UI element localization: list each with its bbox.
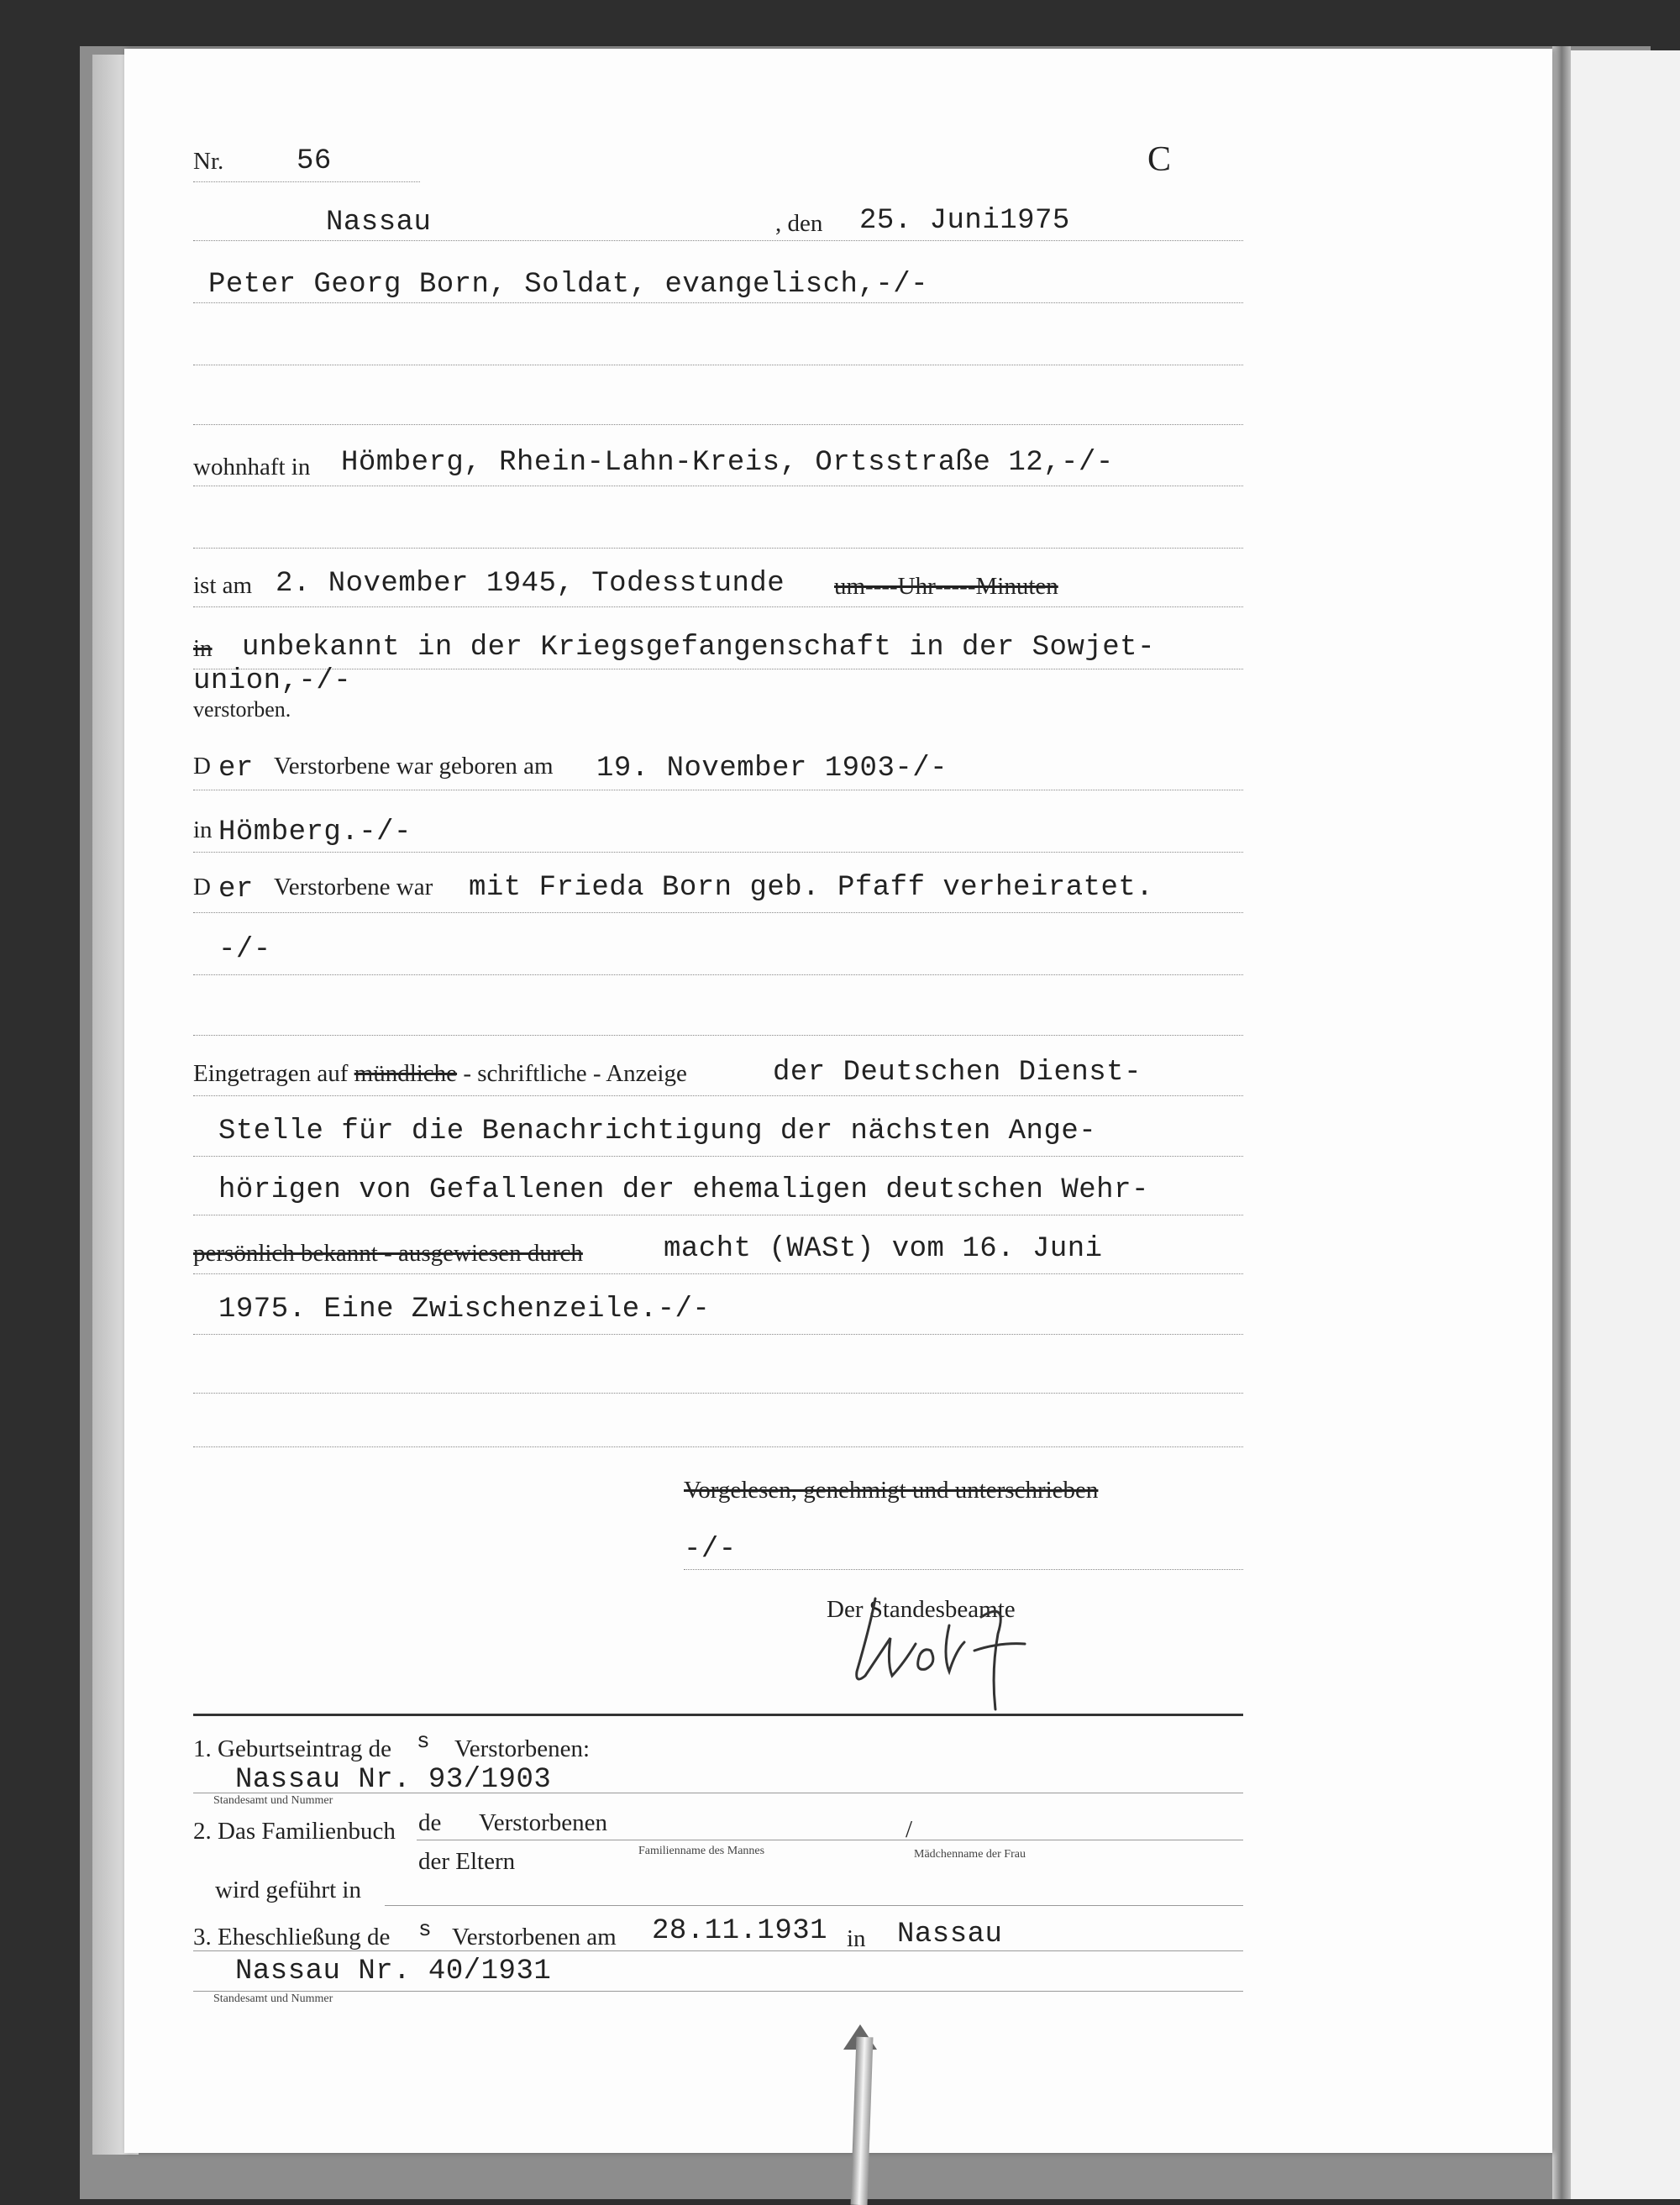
fn1-gender: s	[417, 1729, 431, 1754]
register-letter: C	[1147, 140, 1172, 179]
death-date: 2. November 1945, Todesstunde	[276, 568, 785, 600]
deceased-line: Peter Georg Born, Soldat, evangelisch,-/-	[208, 269, 929, 301]
nr-value: 56	[297, 145, 332, 177]
fn3-gender: s	[418, 1917, 433, 1942]
rule	[193, 1273, 1243, 1274]
death-in-struck: in	[193, 635, 213, 662]
fn3-in: in	[847, 1925, 866, 1952]
registration-line2: Stelle für die Benachrichtigung der nächsten Ange-	[218, 1116, 1097, 1147]
rule	[193, 424, 1243, 425]
registration-line5: 1975. Eine Zwischenzeile.-/-	[218, 1294, 711, 1326]
birth-gender-suffix: er	[218, 753, 254, 785]
fn2-gefuehrt: wird geführt in	[215, 1877, 361, 1903]
marriage-d-label: D	[193, 874, 211, 900]
registration-mid: - schriftliche - Anzeige	[457, 1060, 687, 1087]
registration-line1: der Deutschen Dienst-	[773, 1057, 1142, 1089]
fn3-date: 28.11.1931	[652, 1915, 828, 1947]
fn3-value: Nassau Nr. 40/1931	[235, 1956, 552, 1987]
rule	[193, 302, 1243, 303]
separator-rule	[193, 1714, 1243, 1716]
marriage-label: Verstorbene war	[274, 874, 433, 900]
fn2-maedchenname: Mädchenname der Frau	[914, 1848, 1026, 1861]
rule	[193, 1446, 1243, 1447]
residence-label: wohnhaft in	[193, 454, 311, 480]
fn1-suffix: Verstorbenen:	[454, 1735, 591, 1762]
fn2-slash: /	[906, 1816, 913, 1843]
register-page	[124, 49, 1552, 2153]
rule	[193, 912, 1243, 913]
fn2-label: 2. Das Familienbuch	[193, 1818, 396, 1845]
place: Nassau	[326, 207, 432, 239]
book-spine	[1552, 46, 1571, 2199]
nr-label: Nr.	[193, 148, 224, 175]
death-place-line2: union,-/-	[193, 665, 352, 697]
rule	[193, 1156, 1243, 1157]
fn1-label: 1. Geburtseintrag de	[193, 1735, 391, 1762]
birth-place: Hömberg.-/-	[218, 816, 412, 848]
registrar-signature	[832, 1592, 1050, 1718]
birth-date: 19. November 1903-/-	[596, 753, 948, 785]
death-place-line1: unbekannt in der Kriegsgefangenschaft in der Sowjet-	[242, 632, 1155, 664]
registrar-label: Der Standesbeamte	[827, 1596, 1016, 1623]
fn2-value: Verstorbenen	[479, 1809, 608, 1836]
fn3-place: Nassau	[897, 1919, 1003, 1950]
rule	[193, 1991, 1243, 1992]
registration-identity-struck: persönlich bekannt - ausgewiesen durch	[193, 1240, 583, 1267]
birth-in-label: in	[193, 816, 213, 843]
standesamt-label: Standesamt und Nummer	[213, 1794, 333, 1807]
standesamt-label-2: Standesamt und Nummer	[213, 1992, 333, 2005]
registration-line4: macht (WASt) vom 16. Juni	[664, 1233, 1103, 1265]
fn1-value: Nassau Nr. 93/1903	[235, 1764, 552, 1796]
facing-page	[1571, 50, 1680, 2199]
birth-d-label: D	[193, 753, 211, 780]
rule	[385, 1905, 1243, 1906]
fn3-label: 3. Eheschließung de	[193, 1924, 391, 1950]
registration-line3: hörigen von Gefallenen der ehemaligen deutschen Wehr-	[218, 1174, 1149, 1206]
verstorben-label: verstorben.	[193, 697, 291, 722]
rule	[193, 1393, 1243, 1394]
registration-muendlich-struck: mündliche	[354, 1060, 458, 1087]
fn2-de: de	[418, 1809, 442, 1836]
registration-prefix: Eingetragen auf	[193, 1060, 349, 1087]
rule	[193, 1095, 1243, 1096]
rule	[193, 1950, 1243, 1951]
read-approved-struck: Vorgelesen, genehmigt und unterschrieben	[684, 1477, 1099, 1504]
rule	[193, 548, 1243, 549]
rule	[193, 606, 1243, 607]
marriage-value2: -/-	[218, 934, 271, 966]
rule	[193, 240, 1243, 241]
den-label: , den	[775, 210, 823, 237]
birth-label: Verstorbene war geboren am	[274, 753, 554, 780]
nr-rule	[193, 181, 420, 182]
rule	[684, 1569, 1243, 1570]
rule	[193, 852, 1243, 853]
marriage-value: mit Frieda Born geb. Pfaff verheiratet.	[469, 872, 1154, 904]
rule	[193, 974, 1243, 975]
fn3-mid: Verstorbenen am	[452, 1924, 617, 1950]
closing-mark: -/-	[684, 1534, 737, 1566]
death-label: ist am	[193, 572, 253, 599]
death-time-struck: um----Uhr-----Minuten	[834, 573, 1058, 600]
fn2-familienname: Familienname des Mannes	[638, 1845, 765, 1857]
rule	[193, 1035, 1243, 1036]
marriage-gender-suffix: er	[218, 874, 254, 906]
registration-label	[193, 1060, 687, 1088]
date: 25. Juni1975	[859, 205, 1070, 237]
residence-value: Hömberg, Rhein-Lahn-Kreis, Ortsstraße 12,-/-	[341, 447, 1114, 479]
fn2-eltern: der Eltern	[418, 1848, 516, 1875]
rule	[193, 1334, 1243, 1335]
